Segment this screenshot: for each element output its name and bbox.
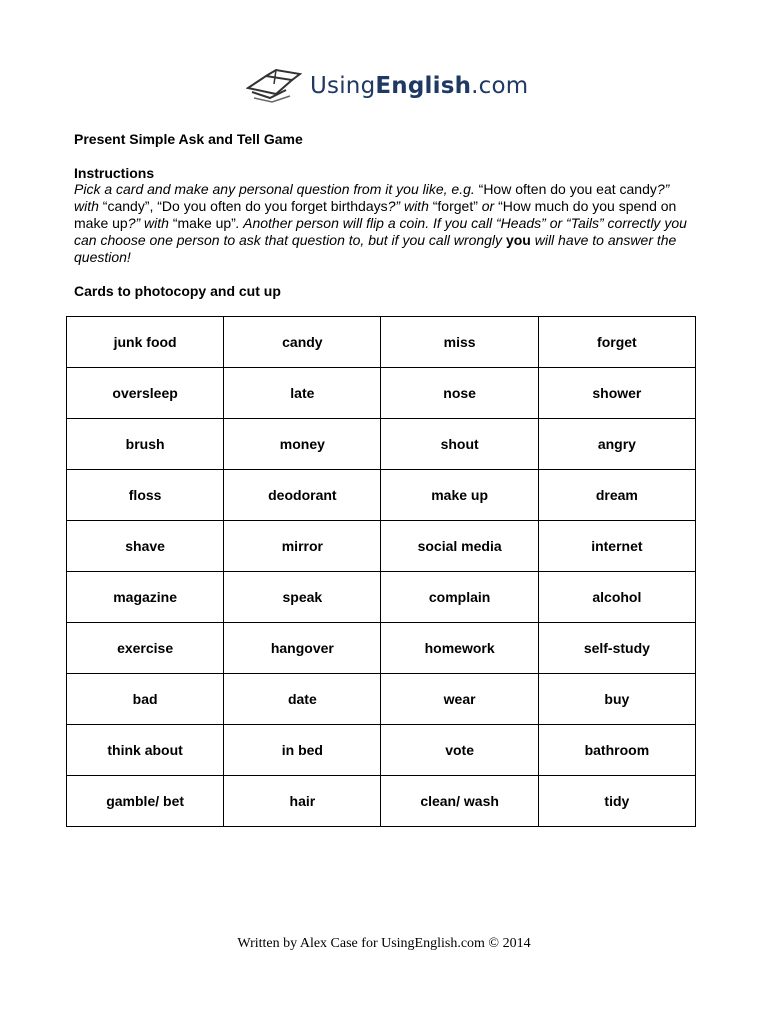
card-cell: forget: [538, 317, 695, 368]
card-cell: wear: [381, 674, 538, 725]
card-cell: vote: [381, 725, 538, 776]
card-cell: make up: [381, 470, 538, 521]
card-cell: bad: [67, 674, 224, 725]
card-cell: tidy: [538, 776, 695, 827]
card-cell: brush: [67, 419, 224, 470]
table-row: [67, 572, 696, 623]
card-cell: exercise: [67, 623, 224, 674]
card-cell: alcohol: [538, 572, 695, 623]
card-cell: nose: [381, 368, 538, 419]
card-cell: clean/ wash: [381, 776, 538, 827]
card-cell: in bed: [224, 725, 381, 776]
card-cell: internet: [538, 521, 695, 572]
logo: [246, 66, 528, 106]
table-row: [67, 674, 696, 725]
logo-text: UsingEnglish.com: [310, 73, 529, 99]
card-cell: miss: [381, 317, 538, 368]
page-title: Present Simple Ask and Tell Game: [74, 131, 303, 147]
card-cell: think about: [67, 725, 224, 776]
card-cell: hair: [224, 776, 381, 827]
card-cell: social media: [381, 521, 538, 572]
card-cell: hangover: [224, 623, 381, 674]
card-cell: magazine: [67, 572, 224, 623]
card-cell: dream: [538, 470, 695, 521]
card-cell: shower: [538, 368, 695, 419]
card-cell: speak: [224, 572, 381, 623]
card-cell: junk food: [67, 317, 224, 368]
card-cell: oversleep: [67, 368, 224, 419]
instructions-heading: Instructions: [74, 165, 155, 181]
table-row: [67, 368, 696, 419]
cards-heading: Cards to photocopy and cut up: [74, 283, 281, 299]
instructions-text: Pick a card and make any personal question from it you like, e.g. “How often do you eat candy?” with “candy”, “Do you often do you forget birthdays?” with “forget” or “How much do you spend on make up?” with “make up”. Another person will flip a coin. If you call “Heads” or “Tails” correctly you can choose one person to ask that question to, but if you call wrongly you will have to answer the question!: [74, 181, 687, 265]
card-cell: late: [224, 368, 381, 419]
card-cell: angry: [538, 419, 695, 470]
card-cell: self-study: [538, 623, 695, 674]
card-cell: gamble/ bet: [67, 776, 224, 827]
card-cell: complain: [381, 572, 538, 623]
cards-table: [66, 316, 696, 827]
table-row: [67, 623, 696, 674]
table-row: [67, 317, 696, 368]
table-row: [67, 419, 696, 470]
footer: Written by Alex Case for UsingEnglish.com © 2014: [237, 936, 531, 951]
card-cell: candy: [224, 317, 381, 368]
table-row: [67, 470, 696, 521]
card-cell: homework: [381, 623, 538, 674]
card-cell: money: [224, 419, 381, 470]
table-row: [67, 776, 696, 827]
card-cell: buy: [538, 674, 695, 725]
card-cell: shave: [67, 521, 224, 572]
card-cell: date: [224, 674, 381, 725]
card-cell: bathroom: [538, 725, 695, 776]
card-cell: mirror: [224, 521, 381, 572]
card-cell: floss: [67, 470, 224, 521]
card-cell: deodorant: [224, 470, 381, 521]
card-cell: shout: [381, 419, 538, 470]
table-row: [67, 521, 696, 572]
table-row: [67, 725, 696, 776]
graduation-cap-book-icon: [246, 68, 302, 104]
